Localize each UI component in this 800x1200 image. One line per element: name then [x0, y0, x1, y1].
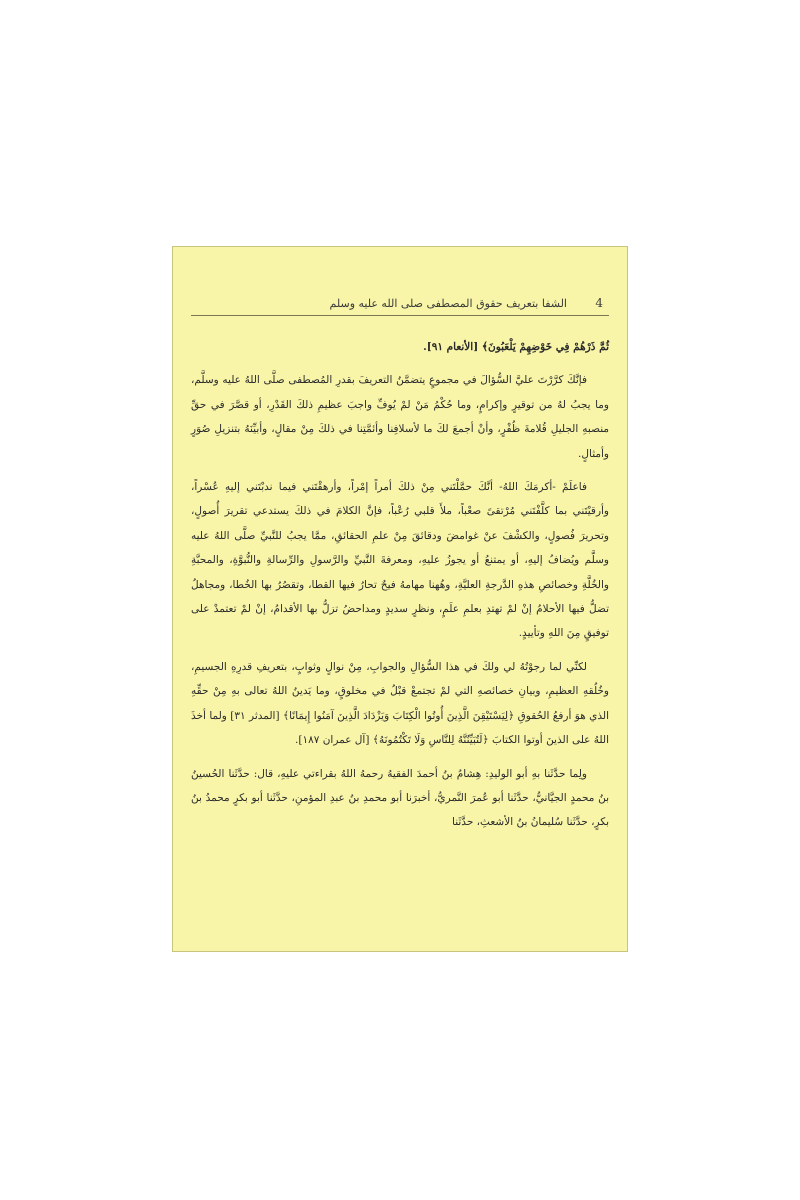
- verse-paragraph: ثُمَّ ذَرْهُمْ فِي خَوْضِهِمْ يَلْعَبُونَ﴾ [الأنعام ٩١].: [423, 341, 609, 353]
- paragraph: لكنِّي لما رجوْتُهُ لي ولكَ في هذا السُّؤالِ والجوابِ، مِنْ نوالٍ وثوابٍ، بتعريفِ قدرِهِ الجسيمِ، وخُلُقهِ العظيمِ، وبيانِ خصائصهِ التي لمْ تجتمعْ قبْلُ في مخلوقٍ، وما يَدينُ اللهُ تعالى بهِ مِنْ حقِّهِ الذي هوَ أرفعُ الحُقوقِ ﴿لِيَسْتَيْقِنَ الَّذِينَ أُوتُوا الْكِتَابَ وَيَزْدَادَ الَّذِينَ آمَنُوا إِيمَانًا﴾ [المدثر ٣١] ولما أخذَ اللهُ على الذينَ أوتوا الكتابَ ﴿لَتُبَيِّنُنَّهُ لِلنَّاسِ وَلَا تَكْتُمُونَهُ﴾ [آل عمران ١٨٧].: [191, 660, 610, 747]
- page-body: [191, 335, 609, 835]
- paragraph: ولِما حدَّثَنا بهِ أبو الوليدِ: هِشامُ بنُ أحمدَ الفقيهُ رحمهُ اللهُ بقراءتي عليهِ، قال: حدَّثَنا الحُسينُ بنُ محمدٍ الجيَّانيُّ، حدَّثَنا أبو عُمرَ النَّمريُّ، أخبرَنا أبو محمدِ بنُ عبدِ المؤمنِ، حدَّثَنا أبو بكرٍ محمدُ بنُ بكرٍ، حدَّثَنا سُليمانُ بنُ الأشعثِ، حدَّثَنا: [191, 767, 609, 829]
- page-header: [191, 295, 609, 316]
- paragraph: فإنَّكَ كرَّرْتَ عليَّ السُّؤالَ في مجموعٍ يتضمَّنُ التعريفَ بقدرِ المُصطفى صلَّى اللهُ عليه وسلَّم، وما يجبُ لهُ من توقيرٍ وإكرامٍ، وما حُكْمُ مَنْ لمْ يُوفِّ واجبَ عظيمِ ذلكَ القَدْرِ، أو قصَّرَ في حقِّ منصبهِ الجليلِ قُلامةَ ظُفْرٍ، وأنْ أجمعَ لكَ ما لأسلافِنا وأئمَّتِنا في ذلكَ مِنْ مقالٍ، وأبيِّنَهُ بتنزيلِ صُوَرٍ وأمثالٍ.: [191, 374, 609, 460]
- running-title: الشفا بتعريف حقوق المصطفى صلى الله عليه وسلم: [329, 297, 567, 310]
- paragraph: فاعلَمْ -أكرمَكَ اللهُ- أنَّكَ حمَّلْتَني مِنْ ذلكَ أمراً إمْراً، وأرهقْتَني فيما ندبْتَني إليهِ عُسْراً، وأرقيْتَني بما كلَّفْتَني مُرْتقىً صعْباً، ملأَ قلبي رُعْباً، فإنَّ الكلامَ في ذلكَ يستدعي تقريرَ أُصولٍ، وتحريرَ فُصولٍ، والكشْفَ عنْ غوامضَ ودقائقَ مِنْ علمِ الحقائقِ، ممَّا يجبُ للنَّبيِّ صلَّى اللهُ عليه وسلَّم ويُضافُ إليهِ، أو يمتنعُ أو يجوزُ عليهِ، ومعرفةَ النَّبيِّ والرَّسولِ والرِّسالةِ والنُّبوَّةِ، والمحبَّةِ والخُلَّةِ وخصائصِ هذهِ الدَّرجةِ العليَّةِ، وهُهنا مهامهُ فيحٌ تحارُ فيها القطا، وتقصُرُ بها الخُطا، ومجاهلُ تضلُّ فيها الأحلامُ إنْ لمْ تهتدِ بعلمِ علَمٍ، ونظرٍ سديدٍ ومداحضُ تزلُّ بها الأقدامُ، إنْ لمْ تعتمدْ على توفيقٍ مِنَ اللهِ وتأييدٍ.: [191, 481, 609, 640]
- book-page: [172, 246, 628, 952]
- page-number: 4: [595, 296, 603, 310]
